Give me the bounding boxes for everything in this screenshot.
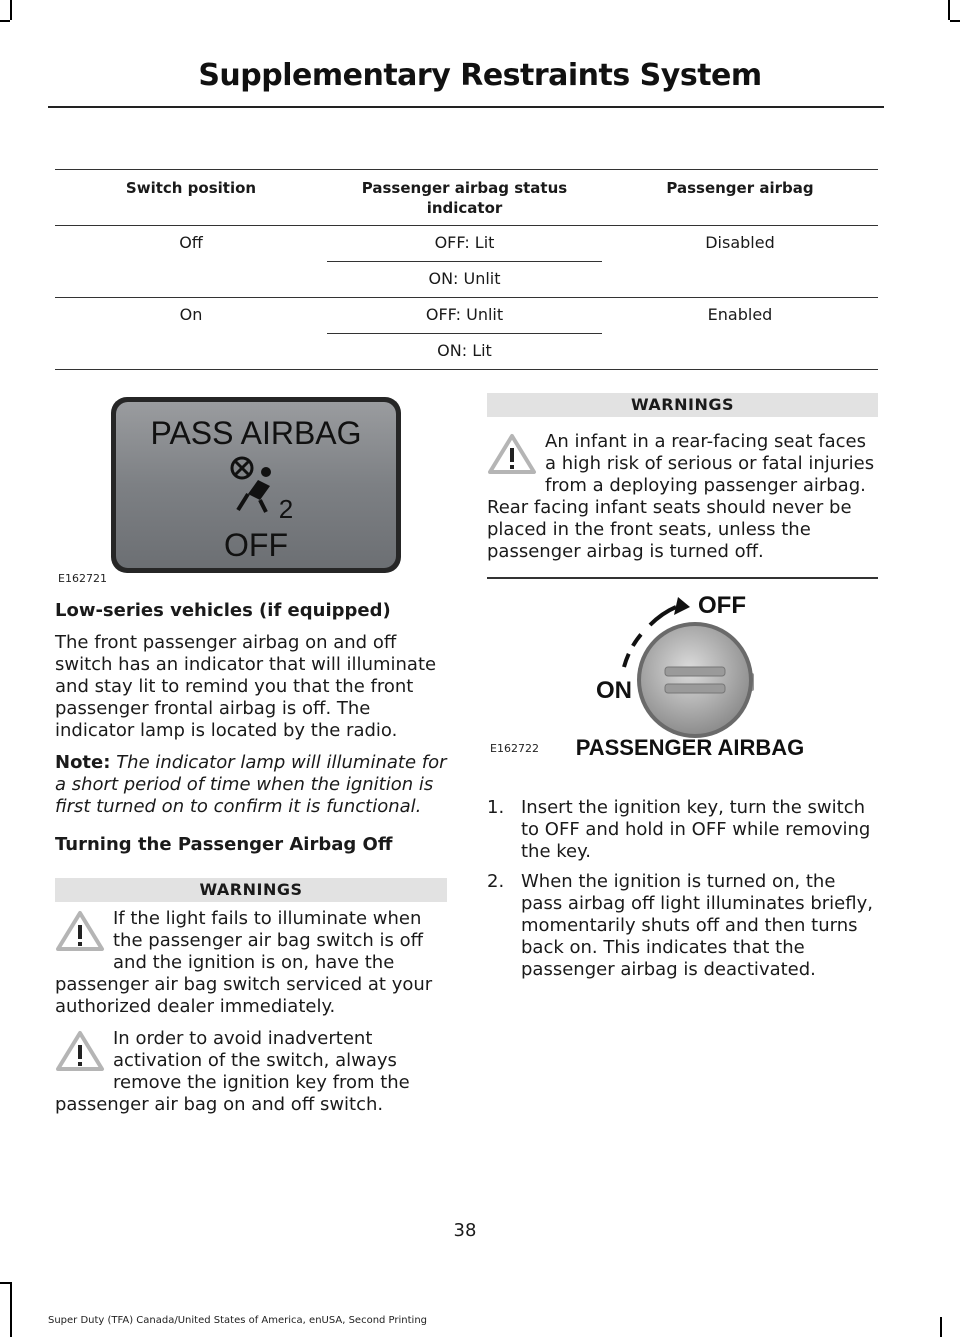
step-number: 1.	[487, 797, 505, 818]
table-cell-switch: On	[55, 298, 327, 370]
header-rule	[48, 106, 884, 108]
warnings-banner: WARNINGS	[55, 878, 447, 902]
table-cell-indicator: ON: Unlit	[327, 262, 602, 298]
indicator-label-top: PASS AIRBAG	[150, 415, 362, 451]
warning-triangle-icon	[55, 910, 105, 952]
crop-mark	[10, 1282, 12, 1337]
steps-list	[487, 797, 879, 981]
crop-mark	[948, 0, 950, 20]
table-cell-switch: Off	[55, 226, 327, 298]
warning-block	[55, 902, 447, 1018]
section-rule	[487, 577, 878, 579]
table-cell-airbag: Enabled	[602, 298, 878, 370]
switch-off-label: OFF	[698, 592, 746, 619]
list-item	[487, 871, 879, 981]
airbag-status-table	[55, 169, 878, 370]
figure-code: E162721	[58, 572, 107, 585]
table-cell-indicator: OFF: Lit	[327, 226, 602, 262]
warning-triangle-icon	[487, 433, 537, 475]
warning-text: An infant in a rear-facing seat faces a high risk of serious or fatal injuries from a deploying passenger airbag. Rear facing infant seats should never be placed in the front seats, unless the passenger airbag is turned off.	[487, 431, 875, 562]
warning-text: In order to avoid inadvertent activation of the switch, always remove the ignition key from the passenger air bag on and off switch.	[55, 1028, 410, 1115]
crop-mark	[0, 20, 10, 22]
note-label: Note:	[55, 752, 111, 773]
crop-mark	[950, 20, 960, 22]
section-heading: Turning the Passenger Airbag Off	[55, 834, 393, 855]
page-title: Supplementary Restraints System	[198, 58, 762, 93]
table-header-airbag: Passenger airbag	[602, 170, 878, 226]
pass-airbag-indicator-figure	[110, 396, 402, 574]
table-header-indicator: Passenger airbag status indicator	[327, 170, 602, 226]
switch-on-label: ON	[596, 677, 632, 704]
table-cell-airbag: Disabled	[602, 226, 878, 298]
right-column	[487, 393, 878, 579]
passenger-airbag-switch-figure	[575, 585, 805, 760]
warning-text: If the light fails to illuminate when the passenger air bag switch is off and the ignition is on, have the passenger air bag switch serviced at your authorized dealer immediately.	[55, 908, 433, 1017]
indicator-number: 2	[278, 494, 294, 524]
crop-mark	[0, 1282, 10, 1284]
footer-text: Super Duty (TFA) Canada/United States of America, enUSA, Second Printing	[48, 1315, 428, 1326]
switch-caption: PASSENGER AIRBAG	[575, 735, 805, 760]
table-row	[55, 298, 878, 334]
figure-code: E162722	[490, 742, 539, 755]
table-row	[55, 226, 878, 262]
crop-mark	[940, 1317, 942, 1337]
warning-block	[55, 1018, 447, 1116]
step-number: 2.	[487, 871, 505, 892]
step-text: Insert the ignition key, turn the switch to OFF and hold in OFF while removing the key.	[521, 797, 871, 862]
warning-triangle-icon	[55, 1030, 105, 1072]
warning-block	[487, 417, 878, 563]
page-number: 38	[453, 1220, 477, 1241]
section-heading: Low-series vehicles (if equipped)	[55, 600, 391, 621]
table-cell-indicator: ON: Lit	[327, 334, 602, 370]
table-header-switch: Switch position	[55, 170, 327, 226]
note-text: The indicator lamp will illuminate for a short period of time when the ignition is first turned on to confirm it is functional.	[55, 752, 447, 817]
body-paragraph: The front passenger airbag on and off switch has an indicator that will illuminate and stay lit to remind you that the front passenger frontal airbag is off. The indicator lamp is located by the radio.	[55, 632, 437, 741]
table-cell-indicator: OFF: Unlit	[327, 298, 602, 334]
warnings-banner: WARNINGS	[487, 393, 878, 417]
crop-mark	[10, 0, 12, 20]
step-text: When the ignition is turned on, the pass airbag off light illuminates briefly, momentarily shuts off and then turns back on. This indicates that the passenger airbag is deactivated.	[521, 871, 873, 980]
indicator-label-bottom: OFF	[224, 527, 288, 563]
left-column	[55, 600, 447, 1116]
list-item	[487, 797, 879, 863]
